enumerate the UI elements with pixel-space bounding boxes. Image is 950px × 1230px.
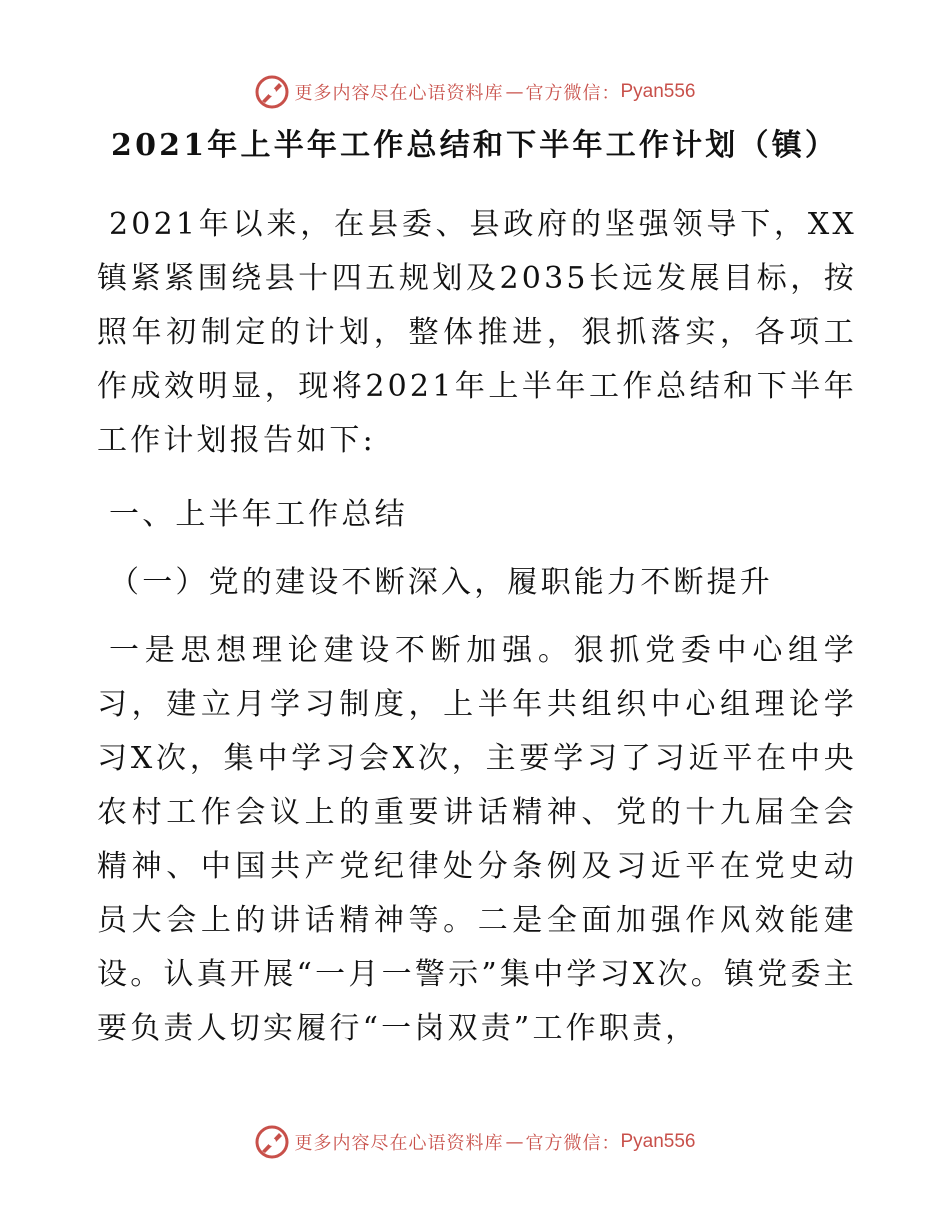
subsection-paragraph: 一是思想理论建设不断加强。狠抓党委中心组学习，建立月学习制度，上半年共组织中心组理论学习X次，集中学习会X次，主要学习了习近平在中央农村工作会议上的重要讲话精神、党的十九届全会精神、中国共产党纪律处分条例及习近平在党史动员大会上的讲话精神等。二是全面加强作风效能建设。认真开展“一月一警示”集中学习X次。镇党委主要负责人切实履行“一岗双责”工作职责， (97, 633, 857, 1046)
watermark-site-text: 更多内容尽在心语资料库 (294, 83, 504, 104)
watermark-dash: — (505, 1131, 524, 1153)
quill-logo-icon (254, 1124, 290, 1160)
header-watermark (0, 72, 950, 112)
watermark-wechat-id: Pyan556 (620, 1131, 696, 1152)
intro-paragraph: 2021年以来，在县委、县政府的坚强领导下，XX镇紧紧围绕县十四五规划及2035长远发展目标，按照年初制定的计划，整体推进，狠抓落实，各项工作成效明显，现将2021年上半年工作总结和下半年工作计划报告如下: (97, 207, 857, 458)
subsection-heading: （一）党的建设不断深入，履职能力不断提升 (109, 565, 773, 600)
document-body (97, 122, 857, 1056)
watermark-label: 官方微信： (525, 83, 621, 104)
document-title: 2021年上半年工作总结和下半年工作计划（镇） (111, 128, 839, 163)
watermark-wechat-id: Pyan556 (620, 81, 696, 102)
section-heading: 一、上半年工作总结 (109, 497, 408, 532)
footer-watermark (0, 1122, 950, 1162)
watermark-dash: — (505, 81, 524, 103)
watermark-site-text: 更多内容尽在心语资料库 (294, 1133, 504, 1154)
quill-logo-icon (254, 74, 290, 110)
watermark-label: 官方微信： (525, 1133, 621, 1154)
